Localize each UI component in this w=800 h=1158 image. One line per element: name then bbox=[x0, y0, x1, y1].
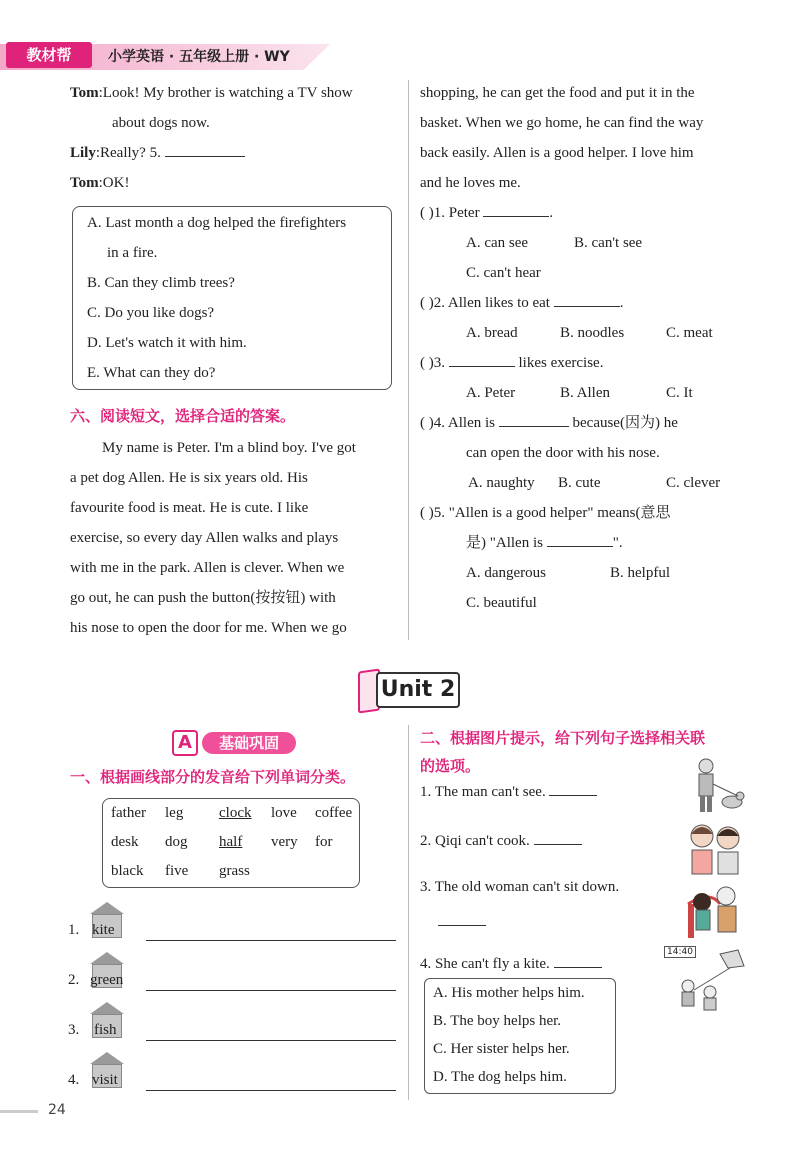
header-title: 小学英语 · 五年级上册 · WY bbox=[108, 49, 290, 65]
category-row-3 bbox=[68, 1002, 398, 1046]
question-1: ( )1. Peter . bbox=[420, 205, 554, 221]
question-5-cont: 是) "Allen is ". bbox=[466, 535, 623, 551]
page-header bbox=[0, 38, 330, 72]
answer-line[interactable] bbox=[146, 1090, 396, 1091]
category-word: green bbox=[90, 972, 124, 988]
answer-blank[interactable] bbox=[554, 293, 620, 307]
category-word: visit bbox=[92, 1072, 118, 1088]
question-3: ( )3. likes exercise. bbox=[420, 355, 604, 371]
dialogue-line-2: about dogs now. bbox=[112, 115, 210, 131]
matching-sentence-3: 3. The old woman can't sit down. bbox=[420, 879, 620, 895]
category-number: 3. bbox=[68, 1022, 80, 1038]
question-5-options: A. dangerous B. helpful bbox=[466, 565, 670, 581]
answer-line[interactable] bbox=[146, 1040, 396, 1041]
category-word: fish bbox=[94, 1022, 117, 1038]
question-4-options: A. naughty B. cute C. clever bbox=[468, 475, 721, 491]
picture-man-with-dog bbox=[682, 756, 746, 816]
answer-blank[interactable] bbox=[438, 912, 486, 926]
option-a-cont: in a fire. bbox=[107, 245, 158, 261]
section-a-badge bbox=[172, 730, 298, 756]
passage-line: shopping, he can get the food and put it in the bbox=[420, 85, 695, 101]
section-a-letter: A bbox=[172, 730, 198, 756]
answer-blank[interactable] bbox=[534, 831, 582, 845]
matching-sentence-2: 2. Qiqi can't cook. bbox=[420, 831, 582, 850]
option-c: C. Do you like dogs? bbox=[87, 305, 215, 321]
passage-left bbox=[70, 433, 396, 643]
answer-blank[interactable] bbox=[554, 954, 602, 968]
matching-option-d: D. The dog helps him. bbox=[433, 1069, 567, 1085]
clock-time: 14:40 bbox=[664, 946, 696, 958]
answer-blank[interactable] bbox=[547, 533, 613, 547]
answer-blank[interactable] bbox=[483, 203, 549, 217]
answer-line[interactable] bbox=[146, 940, 396, 941]
reading-questions bbox=[420, 198, 750, 618]
passage-line: his nose to open the door for me. When we go bbox=[70, 620, 347, 636]
picture-kite-flying bbox=[664, 946, 748, 1012]
question-3-options: A. Peter B. Allen C. It bbox=[466, 385, 693, 401]
dialogue bbox=[70, 78, 400, 198]
option-b: B. Can they climb trees? bbox=[87, 275, 235, 291]
section-a-title: 基础巩固 bbox=[202, 732, 296, 754]
question-4: ( )4. Allen is because(因为) he bbox=[420, 415, 678, 431]
word: very bbox=[271, 834, 298, 850]
page-number: 24 bbox=[48, 1102, 66, 1118]
matching-sentence-4: 4. She can't fly a kite. bbox=[420, 954, 602, 973]
passage-line: basket. When we go home, he can find the way bbox=[420, 115, 704, 131]
passage-line: My name is Peter. I'm a blind boy. I've got bbox=[102, 440, 356, 456]
option-a: A. Last month a dog helped the firefighters bbox=[87, 215, 347, 231]
passage-line: go out, he can push the button(按按钮) with bbox=[70, 590, 336, 606]
word: clock bbox=[219, 805, 252, 821]
passage-line: and he loves me. bbox=[420, 175, 521, 191]
footer-rule bbox=[0, 1110, 38, 1113]
answer-blank[interactable] bbox=[549, 782, 597, 796]
matching-heading: 二、根据图片提示，给下列句子选择相关联 的选项。 bbox=[420, 729, 706, 775]
question-5: ( )5. "Allen is a good helper" means(意思 bbox=[420, 505, 671, 521]
word: grass bbox=[219, 863, 250, 879]
matching-option-a: A. His mother helps him. bbox=[433, 985, 585, 1001]
category-number: 1. bbox=[68, 922, 80, 938]
unit-title-block bbox=[358, 668, 462, 714]
dialogue-line-3: Lily:Really? 5. bbox=[70, 138, 400, 168]
category-number: 4. bbox=[68, 1072, 80, 1088]
unit-title: Unit 2 bbox=[376, 672, 460, 708]
question-2-options: A. bread B. noodles C. meat bbox=[466, 325, 713, 341]
answer-blank[interactable] bbox=[165, 143, 245, 157]
column-divider-lower bbox=[408, 725, 409, 1100]
matching-options-box bbox=[424, 978, 616, 1094]
category-row-2 bbox=[68, 952, 398, 996]
option-e: E. What can they do? bbox=[87, 365, 216, 381]
reading-heading: 六、阅读短文，选择合适的答案。 bbox=[70, 407, 296, 425]
dialogue-line-4: Tom:OK! bbox=[70, 175, 130, 191]
answer-line[interactable] bbox=[146, 990, 396, 991]
category-row-4 bbox=[68, 1052, 398, 1096]
question-5-option-c: C. beautiful bbox=[466, 595, 537, 611]
phonics-heading: 一、根据画线部分的发音给下列单词分类。 bbox=[70, 768, 356, 786]
header-badge: 教材帮 bbox=[6, 42, 92, 68]
passage-line: exercise, so every day Allen walks and plays bbox=[70, 530, 339, 546]
question-1-option-c: C. can't hear bbox=[466, 265, 541, 281]
question-1-options: A. can see B. can't see bbox=[466, 235, 643, 251]
word: for bbox=[315, 834, 333, 850]
answer-blank[interactable] bbox=[449, 353, 515, 367]
column-divider bbox=[408, 80, 409, 640]
word: desk bbox=[111, 834, 139, 850]
category-row-1 bbox=[68, 902, 398, 946]
passage-line: back easily. Allen is a good helper. I love him bbox=[420, 145, 694, 161]
word-box bbox=[102, 798, 360, 888]
category-number: 2. bbox=[68, 972, 80, 988]
word: coffee bbox=[315, 805, 353, 821]
word: five bbox=[165, 863, 189, 879]
passage-right bbox=[420, 78, 750, 198]
dialogue-options-box bbox=[72, 206, 392, 390]
picture-girl-and-mother bbox=[684, 820, 746, 876]
category-word: kite bbox=[92, 922, 115, 938]
word: father bbox=[111, 805, 146, 821]
question-4-cont: can open the door with his nose. bbox=[466, 445, 660, 461]
option-d: D. Let's watch it with him. bbox=[87, 335, 247, 351]
matching-sentence-1: 1. The man can't see. bbox=[420, 782, 597, 801]
word: dog bbox=[165, 834, 188, 850]
passage-line: with me in the park. Allen is clever. When we bbox=[70, 560, 345, 576]
dialogue-line-1: Tom:Look! My brother is watching a TV show bbox=[70, 85, 353, 101]
word: black bbox=[111, 863, 144, 879]
matching-option-c: C. Her sister helps her. bbox=[433, 1041, 570, 1057]
word: leg bbox=[165, 805, 184, 821]
word: half bbox=[219, 834, 243, 850]
picture-boy-helps-woman bbox=[680, 880, 746, 940]
matching-option-b: B. The boy helps her. bbox=[433, 1013, 562, 1029]
passage-line: favourite food is meat. He is cute. I like bbox=[70, 500, 309, 516]
passage-line: a pet dog Allen. He is six years old. His bbox=[70, 470, 308, 486]
word: love bbox=[271, 805, 297, 821]
question-2: ( )2. Allen likes to eat . bbox=[420, 295, 624, 311]
answer-blank[interactable] bbox=[499, 413, 569, 427]
